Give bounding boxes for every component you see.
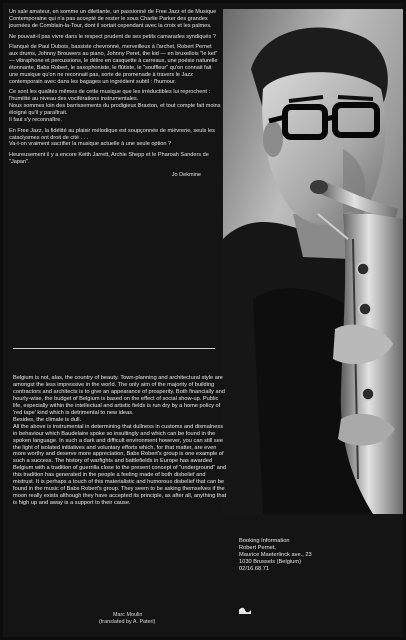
french-paragraph: Nous sommes loin des barrissements du prodigieux Braxton, et tout compte fait moins éloigné qu'il y paraîtrait. (9, 103, 221, 116)
saxophonist-photo (223, 9, 403, 514)
author-credit (99, 612, 219, 626)
french-paragraph: Il faut s'y reconnaître. (9, 116, 62, 123)
english-paragraph: Besides, the climate is dull. (13, 416, 82, 423)
liner-notes-sheet (3, 3, 403, 637)
french-signature: Jo Dekmine (171, 171, 201, 178)
translator-note: (translated by A. Pateri) (99, 619, 156, 625)
booking-name: Robert Pernet, (239, 545, 276, 551)
english-paragraph: Belgium is not, alas, the country of beauty. Town-planning and architectural style are amongst the less impressive in the world. The only aim of the majority of building contractors and architects is to give an appearance of prosperity. Both financially and hourly-wise, the budget of Belgium is based on the effect of social show-up. Public life, especially within the intellectual and artistic fields is run dry by a home policy of 'red tape' kind which is detrimental to new ideas. (13, 375, 225, 416)
french-paragraph: En Free Jazz, la fidélité au plaisir mélodique est soupçonnée de mièvrerie, seuls les cataclysmes ont droit de cité . . . (9, 127, 215, 141)
booking-street: Maurice Maeterlinck ave., 23 (239, 552, 312, 558)
label-logo-icon (239, 607, 251, 614)
french-paragraph: Un sale amateur, en somme un dilettante, un passionné de Free Jazz et de Musique Contemporaine qui n'a pas accepté de rester le sous Charlie Parker des grandes journées de Comblain-la-Tour, dont il sortait cependant avec la croix et les palmes. (9, 9, 217, 29)
booking-phone: 02/16.68.71 (239, 566, 270, 572)
french-paragraph: Heureusement il y a encore Keith Jarrett, Archie Shepp et le Pharoah Sanders de "Japan". (9, 152, 209, 166)
booking-info (239, 538, 399, 573)
french-paragraph: Flanqué de Paul Dubois, bassiste chevronné, merveilleux à l'archet, Robert Pernet aux drums, Johnny Brouwers au piano, Johnny Peret, the kid — en bruxellois "le ket" — vibraphone et percussions, le délire en casquette à carreaux, une poésie naturelle étonnante, Babs Robert, le saxophoniste, le flûtiste, le "souffleur" qu'on connait fait une musique qu'on ne reconnait pas, sorte de promenade à travers le Jazz contemporain avec dans les bagages un ingrédient subtil : l'humour. (9, 44, 218, 85)
english-text-column (13, 375, 228, 507)
author-name: Marc Moulin (113, 612, 143, 618)
french-paragraph: Va-t-on vraiment sacrifier la musique actuelle à une seule option ? (9, 141, 172, 148)
section-divider (13, 348, 215, 349)
french-text-column (9, 9, 221, 179)
booking-city: 1030 Brussels (Belgium) (239, 559, 301, 565)
booking-title: Booking Information (239, 538, 290, 544)
french-paragraph: Ne pouvait-il pas vivre dans le respect prudent de ses petits camarades syndiqués ? (9, 33, 216, 40)
french-paragraph: Ce sont les qualités mêmes de cette musique que les irréductibles lui reprochent : l'humilité au niveau des vociférations instrumentales. (9, 89, 211, 103)
english-paragraph: All the above is instrumental in determining that dullness in customs and dismalness in behaviour which Baudelaire spoke so insultingly and which can be found in the spoken language. In such a dark and difficult environment however, you can still see the light of isolated initiatives and voluntary efforts which, for that matter, are even more worthy and deserve more appreciation, Babs Robert's group is one example of such a success. The history of warfights and battlefields in Europe has awarded Belgium with a tradition of guerrilla close to the present concept of "underground" and this tradition has generated in the people a feeling made of both disbelief and mistrust. It is perhaps a touch of this materialistic and humorous disbelief that can be found in the music of Babs Robert's group. They seem to be asking themselves if the moon really exists although they have accepted its principle, as after all, anything that is high up and away is a support to their cause. (13, 423, 227, 507)
